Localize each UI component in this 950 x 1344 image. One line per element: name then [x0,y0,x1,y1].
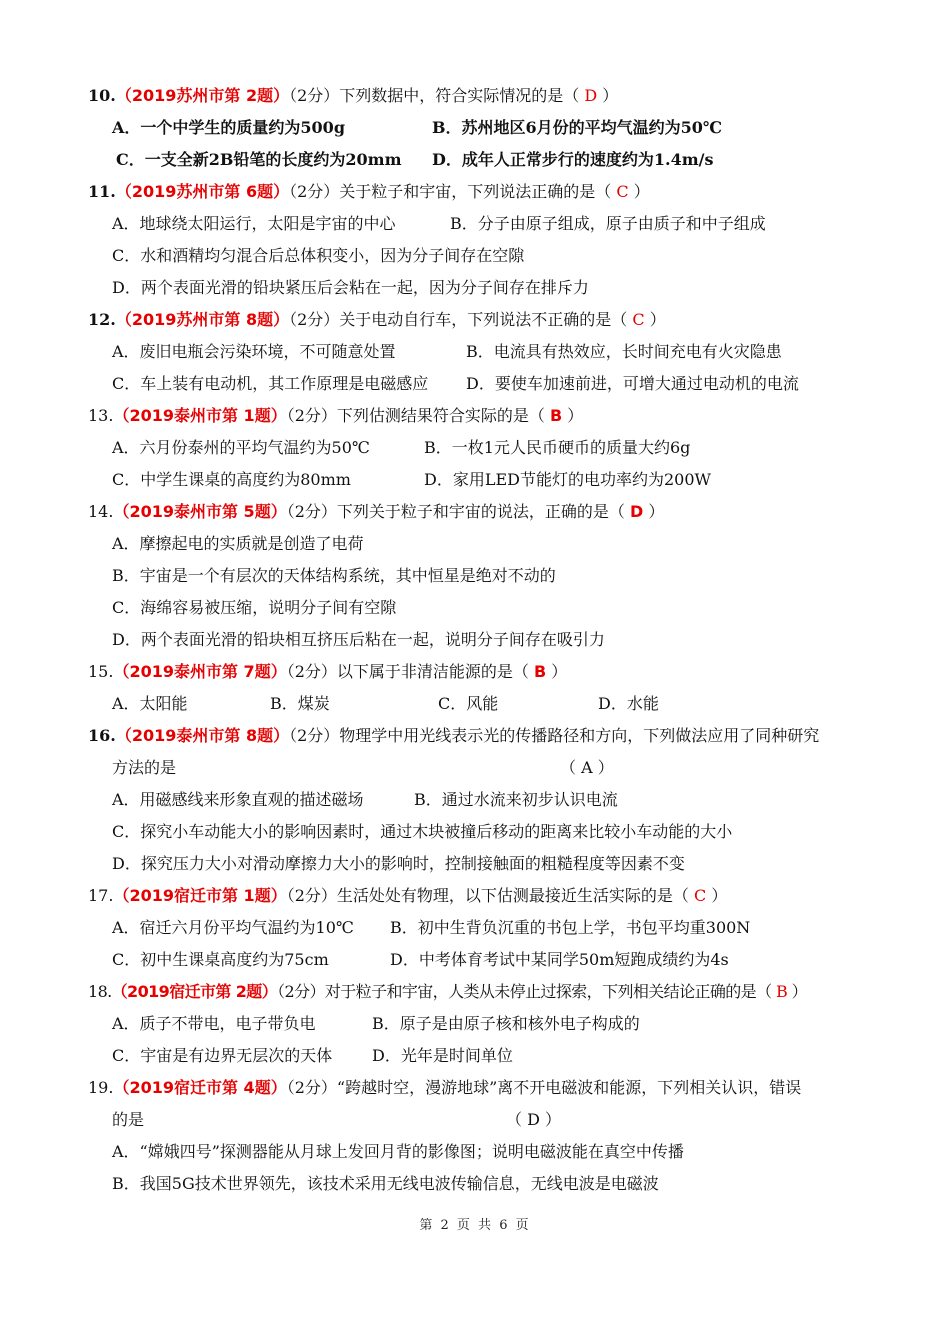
option-d: D．两个表面光滑的铅块相互挤压后粘在一起，说明分子间存在吸引力 [112,630,605,649]
option-a: A．六月份泰州的平均气温约为50℃ [112,438,370,457]
option-d: D．中考体育考试中某同学50m短跑成绩约为4s [390,950,729,969]
question-source: （2019泰州市第 8题） [115,726,290,745]
option-d: D．水能 [598,694,659,713]
answer-close: ） [791,982,808,1001]
answer-close: ） [567,406,584,425]
answer-mark: B [775,982,788,1001]
question-source: （2019泰州市第 5题） [113,502,287,521]
answer-mark: C [616,182,629,201]
question-number: 12. [88,310,116,329]
option-b: B．一枚1元人民币硬币的质量大约6g [424,438,691,457]
option-a: A．地球绕太阳运行，太阳是宇宙的中心 [112,214,396,233]
question-stem: （2分）以下属于非清洁能源的是（ [286,662,529,681]
question-19-continuation: 的是 [112,1110,145,1129]
option-d: D．两个表面光滑的铅块紧压后会粘在一起，因为分子间存在排斥力 [112,278,589,297]
answer-bracket: （ A ） [560,758,614,777]
question-15 [88,656,878,688]
answer-mark: D [527,1110,540,1129]
question-stem: （2分）物理学中用光线表示光的传播路径和方向，下列做法应用了同种研究 [289,726,820,745]
answer-close: ） [649,310,666,329]
question-17 [88,880,878,912]
question-11 [88,176,878,208]
question-source: （2019苏州市第 6题） [115,182,290,201]
option-c: C．水和酒精均匀混合后总体积变小，因为分子间存在空隙 [112,246,525,265]
question-source: （2019苏州市第 8题） [115,310,290,329]
option-d: D．探究压力大小对滑动摩擦力大小的影响时，控制接触面的粗糙程度等因素不变 [112,854,685,873]
option-b: B．我国5G技术世界领先，该技术采用无线电波传输信息，无线电波是电磁波 [112,1174,659,1193]
option-a: A．摩擦起电的实质就是创造了电荷 [112,534,364,553]
option-a: A．用磁感线来形象直观的描述磁场 [112,790,364,809]
question-14 [88,496,878,528]
option-b: B．煤炭 [270,694,330,713]
question-stem: （2分）下列数据中，符合实际情况的是（ [289,86,580,105]
answer-bracket: （ D ） [506,1110,562,1129]
option-a: A．质子不带电，电子带负电 [112,1014,316,1033]
answer-mark: D [584,86,598,105]
option-c: C．一支全新2B铅笔的长度约为20mm [116,150,402,169]
option-a: A．太阳能 [112,694,188,713]
answer-mark: B [533,662,547,681]
question-stem: （2分）生活处处有物理，以下估测最接近生活实际的是（ [286,886,689,905]
option-c: C．中学生课桌的高度约为80mm [112,470,351,489]
option-d: D．成年人正常步行的速度约为1.4m/s [432,150,714,169]
question-number: 11. [88,182,116,201]
question-source: （2019苏州市第 2题） [115,86,290,105]
question-source: （2019宿迁市第 1题） [113,886,287,905]
question-source: （2019泰州市第 1题） [113,406,287,425]
question-stem: （2分）“跨越时空，漫游地球”离不开电磁波和能源，下列相关认识，错误 [286,1078,802,1097]
answer-mark: A [581,758,593,777]
question-number: 15. [88,662,114,681]
option-a: A．“嫦娥四号”探测器能从月球上发回月背的影像图；说明电磁波能在真空中传播 [112,1142,684,1161]
question-19 [88,1072,878,1104]
question-18 [88,976,878,1008]
option-d: D．要使车加速前进，可增大通过电动机的电流 [466,374,799,393]
question-number: 13. [88,406,114,425]
answer-close: ） [602,86,619,105]
question-16 [88,720,878,752]
question-number: 18. [88,982,112,1001]
answer-mark: B [549,406,563,425]
question-number: 19. [88,1078,114,1097]
question-number: 16. [88,726,116,745]
option-b: B．分子由原子组成，原子由质子和中子组成 [450,214,766,233]
question-stem: （2分）关于粒子和宇宙，下列说法正确的是（ [289,182,612,201]
option-a: A．废旧电瓶会污染环境，不可随意处置 [112,342,396,361]
page-footer: 第 2 页 共 6 页 [419,1218,531,1233]
option-b: B．原子是由原子核和核外电子构成的 [372,1014,640,1033]
option-d: D．光年是时间单位 [372,1046,513,1065]
option-b: B．电流具有热效应，长时间充电有火灾隐患 [466,342,782,361]
question-10 [88,80,878,112]
question-stem: （2分）下列估测结果符合实际的是（ [286,406,545,425]
question-stem: （2分）下列关于粒子和宇宙的说法，正确的是（ [286,502,625,521]
question-source: （2019泰州市第 7题） [113,662,287,681]
answer-close: ） [648,502,665,521]
answer-close: ） [633,182,650,201]
answer-mark: D [629,502,644,521]
question-13 [88,400,878,432]
option-d: D．家用LED节能灯的电功率约为200W [424,470,711,489]
option-c: C．车上装有电动机，其工作原理是电磁感应 [112,374,429,393]
option-c: C．宇宙是有边界无层次的天体 [112,1046,333,1065]
question-12 [88,304,878,336]
question-number: 10. [88,86,116,105]
question-source: （2019宿迁市第 2题） [111,982,278,1001]
option-c: C．风能 [438,694,499,713]
question-stem: （2分）对于粒子和宇宙，人类从未停止过探索，下列相关结论正确的是（ [277,982,772,1001]
question-stem: （2分）关于电动自行车，下列说法不正确的是（ [289,310,628,329]
option-a: A．宿迁六月份平均气温约为10℃ [112,918,354,937]
option-c: C．探究小车动能大小的影响因素时，通过木块被撞后移动的距离来比较小车动能的大小 [112,822,733,841]
answer-close: ） [551,662,568,681]
option-a: A．一个中学生的质量约为500g [112,118,346,137]
question-number: 14. [88,502,114,521]
option-b: B．苏州地区6月份的平均气温约为50℃ [432,118,723,137]
question-source: （2019宿迁市第 4题） [113,1078,287,1097]
answer-close: ） [711,886,728,905]
question-16-continuation: 方法的是 [112,758,177,777]
answer-mark: C [632,310,645,329]
question-number: 17. [88,886,114,905]
option-b: B．宇宙是一个有层次的天体结构系统，其中恒星是绝对不动的 [112,566,556,585]
option-b: B．通过水流来初步认识电流 [414,790,618,809]
option-c: C．初中生课桌高度约为75cm [112,950,329,969]
option-c: C．海绵容易被压缩，说明分子间有空隙 [112,598,397,617]
option-b: B．初中生背负沉重的书包上学，书包平均重300N [390,918,751,937]
answer-mark: C [693,886,707,905]
